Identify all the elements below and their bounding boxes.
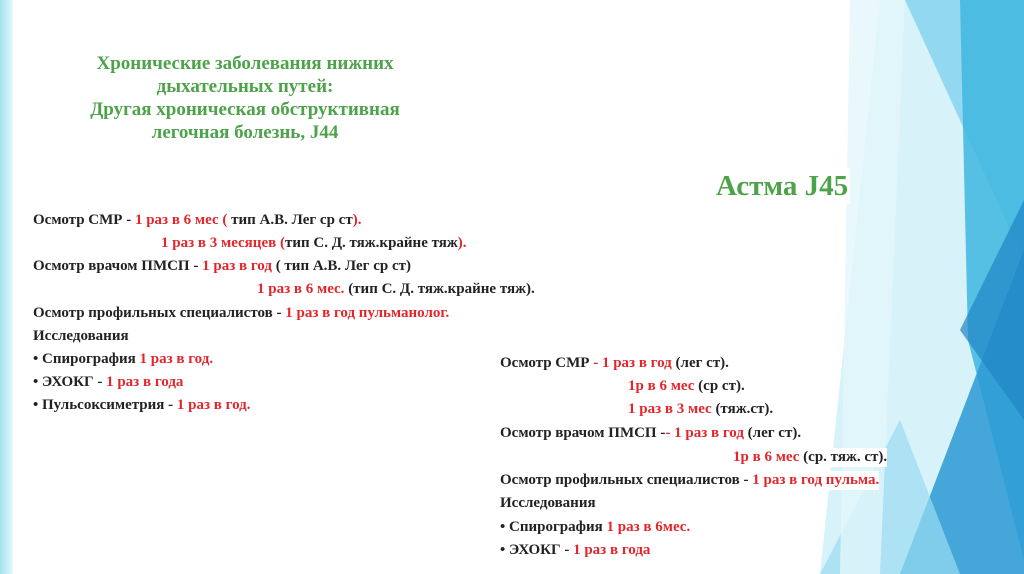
copd-study-item: • Пульсоксиметрия - 1 раз в год.: [33, 397, 251, 413]
asthma-title: Астма J45: [716, 170, 849, 202]
copd-study-item: • Спирография 1 раз в год.: [33, 351, 214, 367]
asthma-smr-line: Осмотр СМР - 1 раз в год (лег ст).: [500, 355, 729, 371]
asthma-studies-heading: Исследования: [500, 495, 596, 511]
asthma-smr-line-3: 1 раз в 3 мес (тяж.ст).: [628, 401, 774, 417]
title-line: дыхательных путей:: [156, 76, 334, 97]
title-line: Другая хроническая обструктивная: [90, 99, 400, 120]
asthma-smr-line-2: 1р в 6 мес (ср ст).: [628, 378, 745, 394]
asthma-pmsp-line: Осмотр врачом ПМСП -- 1 раз в год (лег ст).: [500, 425, 802, 441]
copd-specialists-line: Осмотр профильных специалистов - 1 раз в год пульманолог.: [33, 305, 450, 321]
copd-study-item: • ЭХОКГ - 1 раз в года: [33, 374, 184, 390]
asthma-specialists-line: Осмотр профильных специалистов - 1 раз в год пульма.: [500, 472, 880, 488]
copd-studies-heading: Исследования: [33, 328, 129, 344]
copd-smr-line-2: 1 раз в 3 месяцев (тип С. Д. тяж.крайне тяж).: [161, 235, 467, 251]
asthma-study-item: • Спирография 1 раз в 6мес.: [500, 519, 691, 535]
title-line: легочная болезнь, J44: [151, 122, 339, 143]
copd-smr-line: Осмотр СМР - 1 раз в 6 мес ( тип А.В. Лег ср ст).: [33, 212, 362, 228]
title-line: Хронические заболевания нижних: [96, 53, 394, 74]
copd-pmsp-line: Осмотр врачом ПМСП - 1 раз в год ( тип А.В. Лег ср ст): [33, 258, 411, 274]
asthma-pmsp-line-2: 1р в 6 мес (ср. тяж. ст).: [733, 449, 888, 465]
copd-title: [20, 52, 470, 144]
copd-pmsp-line-2: 1 раз в 6 мес. (тип С. Д. тяж.крайне тяж).: [257, 281, 535, 297]
asthma-study-item: • ЭХОКГ - 1 раз в года: [500, 542, 651, 558]
